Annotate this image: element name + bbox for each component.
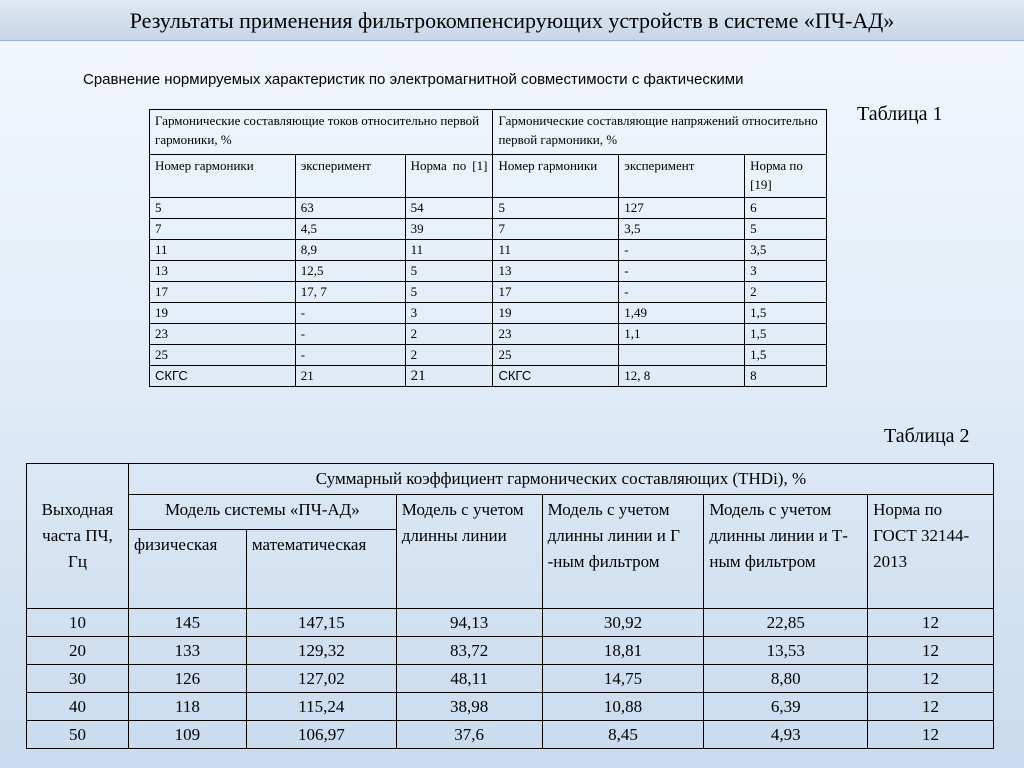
table1-cell: 54 (405, 198, 493, 219)
table2-cell: 10 (27, 609, 129, 637)
table1-row (150, 219, 827, 240)
table2-column-header: Модель с учетом длинны линии и Т-ным фильтром (704, 495, 868, 609)
page-subtitle: Сравнение нормируемых характеристик по электромагнитной совместимости с фактическими (83, 71, 744, 88)
table1-cell: 5 (150, 198, 296, 219)
table2-cell: 14,75 (542, 665, 704, 693)
table2-cell: 12 (868, 637, 994, 665)
table1-cell: 7 (150, 219, 296, 240)
table1-cell: - (619, 240, 745, 261)
table2-cell: 94,13 (396, 609, 542, 637)
table2-cell: 13,53 (704, 637, 868, 665)
table1-cell: 1,5 (745, 345, 827, 366)
table1-group-header-voltages: Гармонические составляющие напряжений относительно первой гармоники, % (493, 110, 827, 155)
table1-cell: 7 (493, 219, 619, 240)
table1-column-header: Номер гармоники (150, 155, 296, 198)
table2-cell: 147,15 (246, 609, 396, 637)
table1-cell: 8,9 (295, 240, 405, 261)
table1-cell: 2 (745, 282, 827, 303)
table2-cell: 115,24 (246, 693, 396, 721)
table1-cell: - (295, 324, 405, 345)
table1-cell: 4,5 (295, 219, 405, 240)
table2-row (27, 721, 994, 749)
table1-cell: 23 (150, 324, 296, 345)
table2-cell: 133 (128, 637, 246, 665)
table1-cell: 21 (295, 366, 405, 387)
table1-cell: 12, 8 (619, 366, 745, 387)
table1-cell: 19 (493, 303, 619, 324)
table1-cell: 3,5 (619, 219, 745, 240)
table1-cell: 3,5 (745, 240, 827, 261)
table1-cell: 39 (405, 219, 493, 240)
table2-cell: 50 (27, 721, 129, 749)
table1-cell: 17 (493, 282, 619, 303)
table2-cell: 12 (868, 721, 994, 749)
table1-cell: 3 (405, 303, 493, 324)
table2-cell: 118 (128, 693, 246, 721)
table1-cell: 1,1 (619, 324, 745, 345)
table2-column-header: математическая (246, 530, 396, 609)
table1-cell: - (619, 282, 745, 303)
table2-cell: 4,93 (704, 721, 868, 749)
table2-column-header: Норма по ГОСТ 32144-2013 (868, 495, 994, 609)
table1-cell: 23 (493, 324, 619, 345)
table1-column-header: эксперимент (619, 155, 745, 198)
table1-row (150, 261, 827, 282)
table1-cell: 2 (405, 324, 493, 345)
table2-cell: 30,92 (542, 609, 704, 637)
table2-cell: 18,81 (542, 637, 704, 665)
table2-cell: 10,88 (542, 693, 704, 721)
table2-cell: 12 (868, 609, 994, 637)
table1-cell: 1,5 (745, 324, 827, 345)
table2-cell: 12 (868, 665, 994, 693)
table1-total-label: СКГС (493, 366, 619, 387)
table2-row (27, 637, 994, 665)
table2-cell: 48,11 (396, 665, 542, 693)
table1-harmonics (149, 109, 827, 387)
table2-cell: 129,32 (246, 637, 396, 665)
table1-cell: 1,49 (619, 303, 745, 324)
table1-cell: - (619, 261, 745, 282)
table2-row (27, 693, 994, 721)
table2-thdi (26, 463, 994, 749)
table1-cell: 3 (745, 261, 827, 282)
table2-cell: 106,97 (246, 721, 396, 749)
table1-total-label: СКГС (150, 366, 296, 387)
table2-cell: 6,39 (704, 693, 868, 721)
table2-row (27, 609, 994, 637)
table1-row (150, 282, 827, 303)
table1-column-header: Норма по [1] (405, 155, 493, 198)
table2-cell: 40 (27, 693, 129, 721)
table2-cell: 12 (868, 693, 994, 721)
table1-cell: 13 (493, 261, 619, 282)
table2-column-header: Модель с учетом длинны линии (396, 495, 542, 609)
table1-row (150, 324, 827, 345)
table1-group-header-currents: Гармонические составляющие токов относительно первой гармоники, % (150, 110, 493, 155)
table1-column-header: Норма по [19] (745, 155, 827, 198)
table1-cell (619, 345, 745, 366)
table1-cell: 25 (150, 345, 296, 366)
table1-column-header: эксперимент (295, 155, 405, 198)
page-title: Результаты применения фильтрокомпенсирующих устройств в системе «ПЧ-АД» (0, 0, 1024, 41)
table1-column-header: Номер гармоники (493, 155, 619, 198)
table2-main-header: Суммарный коэффициент гармонических составляющих (THDi), % (128, 464, 993, 495)
table1-cell: 11 (150, 240, 296, 261)
table2-column-header: физическая (128, 530, 246, 609)
table1-cell: 11 (405, 240, 493, 261)
table1-row (150, 198, 827, 219)
table1-cell: 5 (745, 219, 827, 240)
table1-cell: 8 (745, 366, 827, 387)
table1-cell: 25 (493, 345, 619, 366)
table2-cell: 8,80 (704, 665, 868, 693)
table2-cell: 8,45 (542, 721, 704, 749)
table1-cell: 5 (405, 261, 493, 282)
table1-cell: 5 (405, 282, 493, 303)
table1-cell: 12,5 (295, 261, 405, 282)
table1-cell: 5 (493, 198, 619, 219)
table1-row (150, 240, 827, 261)
table1-cell: 21 (405, 366, 493, 387)
table2-cell: 20 (27, 637, 129, 665)
table1-cell: - (295, 303, 405, 324)
table2-cell: 145 (128, 609, 246, 637)
table2-cell: 38,98 (396, 693, 542, 721)
table2-cell: 22,85 (704, 609, 868, 637)
table2-column-header: Модель с учетом длинны линии и Г -ным фильтром (542, 495, 704, 609)
table2-cell: 126 (128, 665, 246, 693)
table1-cell: 63 (295, 198, 405, 219)
table2-cell: 109 (128, 721, 246, 749)
table1-cell: 2 (405, 345, 493, 366)
table2-caption: Таблица 2 (884, 425, 970, 447)
table1-cell: - (295, 345, 405, 366)
table1-cell: 6 (745, 198, 827, 219)
table2-cell: 30 (27, 665, 129, 693)
table2-group-header: Модель системы «ПЧ-АД» (128, 495, 396, 530)
table1-row (150, 303, 827, 324)
table2-cell: 83,72 (396, 637, 542, 665)
table2-row-header: Выходная часта ПЧ, Гц (27, 464, 129, 609)
table2-cell: 37,6 (396, 721, 542, 749)
table1-cell: 19 (150, 303, 296, 324)
table1-cell: 17, 7 (295, 282, 405, 303)
table1-cell: 17 (150, 282, 296, 303)
table1-cell: 1,5 (745, 303, 827, 324)
table1-row (150, 345, 827, 366)
table1-cell: 13 (150, 261, 296, 282)
table1-caption: Таблица 1 (857, 103, 943, 125)
table2-row (27, 665, 994, 693)
table2-cell: 127,02 (246, 665, 396, 693)
table1-cell: 127 (619, 198, 745, 219)
table1-cell: 11 (493, 240, 619, 261)
